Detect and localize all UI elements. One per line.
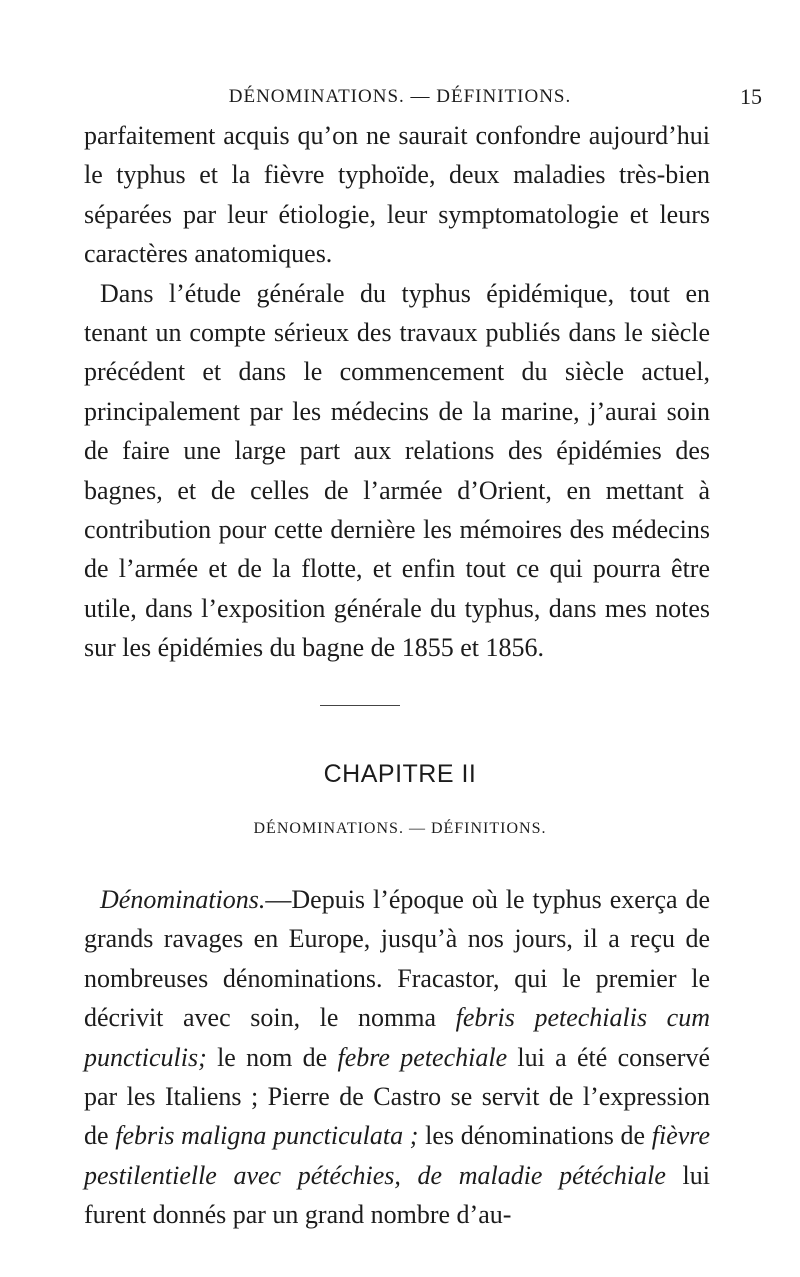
chapter-subtitle: DÉNOMINATIONS. — DÉFINITIONS. (253, 820, 547, 837)
section-heading: Dénominations. (100, 885, 266, 914)
chapter-title: CHAPITRE II (323, 760, 477, 788)
section-text (84, 880, 710, 1235)
french-term: fièvre pestilentielle avec pétéchies, de maladie pétéchiale (84, 1121, 710, 1190)
body-text (84, 116, 710, 668)
latin-term: febris petechialis cum puncticulis; (84, 1003, 710, 1072)
italian-term: febre petechiale (337, 1042, 508, 1072)
paragraph (84, 880, 710, 1235)
text-run: —Depuis l’époque où le typhus exerça de grands ravages en Europe, jusqu’à nos jours, il a reçu de nombreuses dénominations. Fracastor, qui le premier le décrivit avec soin, le nomma (84, 885, 710, 1033)
text-run: lui furent donnés par un grand nombre d’au- (84, 1160, 711, 1230)
paragraph: Dans l’étude générale du typhus épidémique, tout en tenant un compte sérieux des travaux publiés dans le siècle précédent et dans le commencement du siècle actuel, principalement par les médecins de la marine, j’aurai soin de faire une large part aux relations des épidémies des bagnes, et de celles de l’armée d’Orient, en mettant à contribution pour cette dernière les mémoires des médecins de l’armée et de la flotte, et enfin tout ce qui pourra être utile, dans l’exposition générale du typhus, dans mes notes sur les épidémies du bagne de 1855 et 1856. (84, 278, 710, 663)
page-number: 15 (740, 84, 762, 109)
latin-term: febris maligna puncticulata ; (115, 1121, 419, 1151)
text-run: lui a été conservé par les Italiens ; Pierre de Castro se servit de l’expression de (84, 1042, 711, 1151)
section-divider (320, 705, 400, 706)
text-run: le nom de (206, 1042, 338, 1072)
running-head: DÉNOMINATIONS. — DÉFINITIONS. (228, 86, 572, 107)
paragraph-continued: parfaitement acquis qu’on ne saurait confondre aujourd’hui le typhus et la fièvre typhoïde, deux maladies très-bien séparées par leur étiologie, leur symptomatologie et leurs caractères anatomiques. (84, 121, 710, 269)
text-run: les dénominations de (418, 1121, 652, 1151)
